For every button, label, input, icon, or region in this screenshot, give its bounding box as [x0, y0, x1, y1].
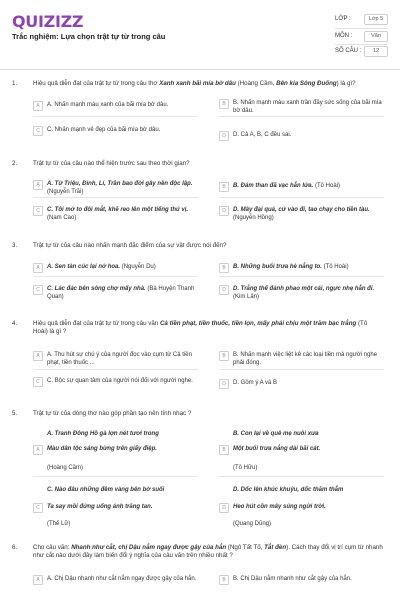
divider: [33, 476, 198, 477]
grade-value: Lớp 5: [364, 14, 388, 25]
option-letter: D: [219, 131, 229, 141]
option-text: C. Bộc sự quan tâm của người nói đối với người nghe.: [47, 378, 193, 384]
question-number: 5.: [12, 410, 18, 417]
author-text: (Thế Lữ): [47, 521, 71, 527]
option-text: B. Nhấn mạnh màu xanh trần đầy sức sống của bãi mía bờ dâu.: [233, 100, 382, 115]
option-letter: B: [219, 263, 229, 273]
option-text: B. Nhấn mạnh việc liệt kê các loại tiền mà người nghe phải đóng.: [233, 352, 378, 367]
option-letter: D: [219, 503, 229, 513]
option-text: D. Cả A, B, C đều sai.: [233, 132, 292, 138]
option-letter: B: [219, 351, 229, 361]
divider: [33, 369, 198, 370]
option-text: D. Dốc lên khúc khuỷu, dốc thăm thẳm: [233, 487, 344, 493]
option-text: C. Tôi mở to đôi mắt, khẽ reo lên một tiếng thú vị. (Nam Cao): [47, 207, 189, 222]
option-letter: A: [33, 445, 43, 455]
divider: [33, 116, 198, 117]
subject-label: MÔN :: [335, 33, 353, 39]
option-letter: C: [33, 126, 43, 136]
question-number: 4.: [12, 320, 18, 327]
option-letter: A: [33, 575, 43, 585]
option-text: B. Những buổi trưa hè nắng to. (Tô Hoài): [233, 264, 349, 270]
option-text: D. Gồm ý A và B: [233, 380, 278, 386]
option-text: C. Nhấn mạnh vẻ đẹp của bãi mía bờ dâu.: [47, 127, 161, 133]
option-text: Ta say mồi đứng uống ánh trăng tan.: [47, 504, 153, 510]
option-text: Màu dân tộc sáng bừng trên giấy điệp.: [47, 446, 157, 452]
divider: [33, 276, 198, 277]
option-letter: C: [33, 206, 43, 216]
question-text: Trật tự từ của câu nào nhấn mạnh đặc điểm của sự vật được nói đến?: [33, 242, 227, 249]
question-number: 1.: [12, 80, 18, 87]
option-text: C. Lác đác bên sông chợ mấy nhà. (Bà Huyện Thanh Quan): [47, 286, 195, 301]
option-text: B. Chị Dậu nắm nhanh như cắt gậy của hắn.: [233, 576, 352, 582]
option-text: B. Con lại về quê mẹ nuôi xưa: [233, 431, 319, 437]
count-value: 12: [364, 46, 388, 57]
worksheet-header: [0, 0, 400, 70]
option-letter: B: [219, 575, 229, 585]
option-letter: A: [33, 180, 43, 190]
divider: [219, 197, 384, 198]
option-text: D. Trắng thế đánh phao một cái, ngực nhẹ hẳn đi. (Kim Lân): [233, 286, 375, 301]
author-text: (Tô Hữu): [233, 465, 258, 471]
option-letter: D: [219, 379, 229, 389]
divider: [219, 476, 384, 477]
question-number: 2.: [12, 160, 18, 167]
option-text: A. Chị Dậu nhanh như cắt nắm ngay được gậy của hắn.: [47, 576, 197, 582]
option-letter: D: [219, 206, 229, 216]
question-number: 3.: [12, 242, 18, 249]
option-text: A. Sen tàn cúc lại nở hoa. (Nguyễn Du): [47, 264, 156, 270]
question-text: Trật tự từ của dòng thơ nào góp phần tạo nên tính nhạc ?: [33, 410, 192, 417]
page-title: Trắc nghiệm: Lựa chọn trật tự từ trong câu: [12, 32, 166, 41]
question-text: Trật tự từ của câu nào thể hiện trước sau theo thời gian?: [33, 160, 190, 167]
divider: [219, 369, 384, 370]
grade-label: LỚP :: [335, 16, 351, 22]
option-text: B. Đám than đã vạc hẳn lửa. (Tô Hoài): [233, 183, 340, 189]
option-letter: C: [33, 503, 43, 513]
option-text: A. Nhấn mạnh màu xanh của bãi mía bờ dâu.: [47, 102, 169, 108]
option-text: D. Mây đại quá, cứ vào đi, tao chạy cho tiền tàu. (Nguyễn Hồng): [233, 207, 370, 222]
divider: [33, 197, 198, 198]
option-letter: C: [33, 285, 43, 295]
author-text: (Quang Dũng): [233, 521, 272, 527]
option-text: Một buổi trưa nắng dài bãi cát.: [233, 446, 321, 452]
question-number: 6.: [12, 544, 18, 551]
option-letter: B: [219, 182, 229, 192]
question-text: Hiệu quả diễn đạt của trật tự từ trong câu thơ Xanh xanh bãi mía bờ dâu (Hoàng Cầm, Bên kia Sông Đuống) là gì?: [33, 80, 356, 87]
author-text: (Hoàng Cầm): [47, 465, 84, 471]
option-text: A. Thu hút sự chú ý của người đọc vào cụm từ Cả tiền phạt, tiền thuốc ...: [47, 352, 192, 367]
quizizz-logo[interactable]: QUIZIZZ: [12, 12, 84, 31]
option-letter: A: [33, 101, 43, 111]
option-text: A. Từ Triệu, Đinh, Lí, Trần bao đời gây nền độc lập. (Nguyễn Trãi): [47, 181, 193, 196]
option-letter: C: [33, 377, 43, 387]
question-text: Hiệu quả diễn đạt của trật tự từ trong câu văn Cả tiền phạt, tiền thuốc, tiền lọn, mấy phải chịu một trăm bạc trắng (Tô Hoài) là gì ?: [33, 320, 368, 336]
divider: [335, 28, 388, 29]
option-letter: B: [219, 445, 229, 455]
divider: [219, 276, 384, 277]
option-letter: A: [33, 351, 43, 361]
divider: [335, 44, 388, 45]
option-letter: A: [33, 263, 43, 273]
subject-value: Văn: [364, 31, 388, 42]
option-letter: D: [219, 285, 229, 295]
question-text: Cho câu văn: Nhanh như cắt, chị Dậu nắm ngay được gậy của hắn (Ngô Tất Tố, Tắt đèn). Cách thay đổi vị trí cụm từ nhanh như cắt nào dưới đây làm biến đổi ý nghĩa của câu văn trên nhiều nhất ?: [33, 544, 383, 560]
option-letter: B: [219, 99, 229, 109]
count-label: SỐ CÂU :: [335, 48, 362, 54]
option-text: A. Tranh Đông Hồ gà lợn nét tươi trong: [47, 431, 159, 437]
option-text: Heo hút cồn mây súng ngửi trời.: [233, 504, 326, 510]
divider: [219, 116, 384, 117]
option-text: C. Nào đâu những đêm vàng bên bờ suối: [47, 487, 165, 493]
